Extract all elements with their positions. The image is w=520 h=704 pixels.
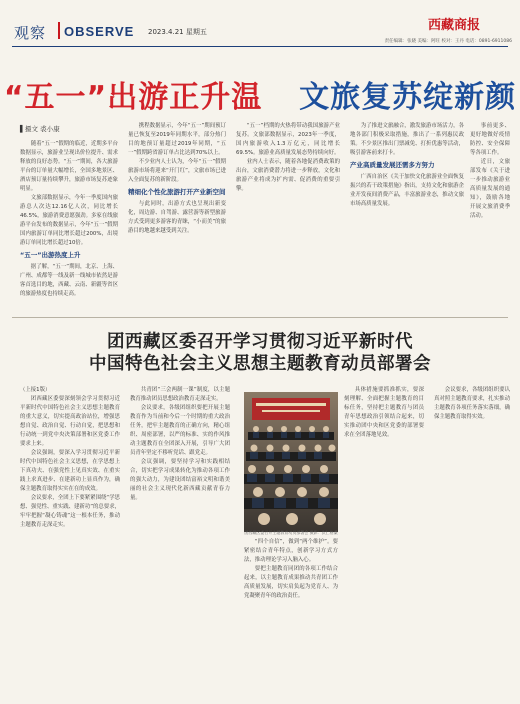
article-separator — [12, 317, 508, 318]
article2-column-1 — [20, 386, 120, 698]
photo-caption: 团西藏区委召开主题教育动员部署会 摄影：次仁格桑 — [244, 530, 338, 535]
paragraph: 文旅部数据显示，今年一季度国内旅游总人次达12.16亿人次，同比增长46.5%，旅游消费意愿强劲。多家在线旅游平台发布的数据显示，今年“五一”假期国内旅游订单同比增长超过200%，出境游订单同比增长超过10倍。 — [20, 195, 118, 246]
paragraph: “五一”档期的火热将带动我国旅游产业复苏。文旅部数据显示，2023年一季度，国内旅游收入1.3万亿元，同比增长69.5%。旅游业高质量发展态势持续向好。 — [236, 123, 340, 156]
paragraph: 共青团“三会两制一课”制度，以主题教育推动团员思想政治教育走深走实。 — [130, 387, 230, 402]
article1-subhead-1: “五一”出游热度上升 — [20, 251, 81, 259]
paragraph: 会议强调，要深入学习贯彻习近平新时代中国特色社会主义思想，在学思想上下真功夫、在强党性上见真实效、在重实践上求真进步、在建新功上显真作为，确保主题教育取得实实在在的成效。 — [20, 450, 120, 492]
paragraph: 业内人士表示，随着各地促消费政策的出台，文旅消费潜力将进一步释放，文化和旅游产业将成为扩内需、促消费的重要引擎。 — [236, 159, 340, 192]
article1-byline: ▌摄文 裘小康 — [20, 125, 60, 133]
section-title-en: OBSERVE — [64, 24, 135, 39]
editor-meta: 责任编辑：张晓 美编：阿旺 校对：王丹 电话：0891-6911086 — [384, 39, 512, 44]
page-header — [0, 0, 520, 58]
newspaper-logo: 西藏商报 — [428, 18, 481, 33]
article1-headline-part1: “五一”出游正升温 — [3, 80, 263, 115]
paragraph: 会议要求，全团上下要紧紧围绕“学思想、强党性、重实践、建新功”的总要求，牢牢把握“凝心铸魂”这一根本任务，推动主题教育走深走实。 — [20, 495, 120, 528]
article1-column-1 — [20, 140, 118, 310]
paragraph: 事前更多、更好地做好疫情防控、安全保障等各项工作。 — [470, 123, 510, 156]
section-divider — [58, 22, 60, 39]
article2-headline-line1: 团西藏区委召开学习贯彻习近平新时代 — [107, 332, 413, 352]
article1-column-5 — [470, 122, 510, 310]
paragraph: 与此同时，出游方式也呈现出新变化，周边游、自驾游、露营游等新型旅游方式受到更多游客的青睐，“小而美”的旅游目的地越来越受到关注。 — [128, 201, 226, 234]
paragraph: 团西藏区委要深刻领会学习贯彻习近平新时代中国特色社会主义思想主题教育的重大意义，切实提高政治站位，增强思想自觉、政治自觉、行动自觉，把思想和行动统一到党中央决策部署和区党委工作要求上来。 — [20, 396, 120, 447]
issue-date: 2023.4.21 星期五 — [148, 28, 207, 36]
article1-column-2 — [128, 122, 226, 310]
article1-subhead-3: 产业高质量发展还需多方努力 — [350, 161, 435, 169]
article2-column-2 — [130, 386, 230, 698]
article1-column-4 — [350, 122, 464, 310]
paragraph: 要把主题教育同团的各项工作结合起来，以主题教育成果推动共青团工作高质量发展，切实肩负起为党育人、为党凝聚青年的政治责任。 — [244, 566, 338, 599]
paragraph: 会议强调，要坚持学习和实践相结合，切实把学习成果转化为推动各项工作的强大动力，为建设团结富裕文明和谐美丽的社会主义现代化新西藏贡献青春力量。 — [130, 459, 230, 501]
section-title: 观察 — [14, 24, 47, 42]
paragraph: 会议要求，各级团组织要把开展主题教育作为当前和今后一个时期的重大政治任务，把牢主题教育的正确方向，精心组织、周密部署，以严的标准、实的作风推动主题教育在全团深入开展，引导广大团员青年坚定不移听党话、跟党走。 — [130, 405, 230, 456]
article2-headline-line2: 中国特色社会主义思想主题教育动员部署会 — [89, 354, 431, 374]
article2-column-3 — [344, 386, 424, 698]
paragraph: 为了推进文旅融合，激发旅游市场活力，各地各部门积极采取措施，推出了一系列惠民政策。不少景区推出门票减免、打折优惠等活动，吸引游客前来打卡。 — [350, 123, 464, 156]
article1-headline-part2: 文旅复苏绽新颜 — [299, 80, 517, 115]
article1-headline — [0, 72, 520, 116]
article1-column-3 — [236, 122, 340, 310]
header-rule — [12, 46, 508, 47]
article1-subhead-2: 精细化个性化旅游打开产业新空间 — [128, 188, 226, 196]
paragraph: “四个自信”，做到“两个维护”。要紧密结合青年特点，创新学习方式方法，推动理论学习入脑入心。 — [244, 539, 338, 563]
source-note: （上接1版） — [20, 387, 51, 393]
paragraph: 具体措施要抓准抓实，要深刻理解、全面把握主题教育的目标任务，坚持把主题教育与团员青年思想政治引领结合起来，切实推动团中央和区党委的部署要求在全团落地见效。 — [344, 387, 424, 438]
meeting-photo — [244, 392, 338, 532]
paragraph: 随着“五一”假期的临近，近期多平台数据显示，旅游业呈现出价位提升、需求释放的良好态势。“五一”期间，各大旅游平台的订单量大幅增长，全国多地景区、酒店预订量持续攀升，旅游市场复苏迹象明显。 — [20, 141, 118, 192]
paragraph: 近日，文旅部发布《关于进一步推动旅游业高质量发展的通知》，鼓励各地开展文旅消费季活动。 — [470, 159, 510, 219]
paragraph: 会议要求，各级团组织要认真对照主题教育要求，扎实推动主题教育各项任务落实落细，确保主题教育取得实效。 — [434, 387, 510, 420]
article2-column-4 — [434, 386, 510, 698]
meeting-photo-graphic — [244, 392, 338, 532]
paragraph: 据了解，“五一”期间，北京、上海、广州、成都等一线及新一线城市依然是游客首选目的地，西藏、云南、新疆等省区的旅游热度也持续走高。 — [20, 264, 118, 297]
paragraph: 不少业内人士认为，今年“五一”假期旅游市场将迎来“开门红”，文旅市场已进入全面复苏的新阶段。 — [128, 159, 226, 183]
paragraph: 携程数据显示，今年“五一”期间预订量已恢复至2019年同期水平，部分热门目的地预订量超过2019年同期，“五一”假期跨省游订单占比达到70%以上。 — [128, 123, 226, 156]
article2-column-photo-below — [244, 538, 338, 698]
paragraph: 广西自治区《关于加快文化旅游业全面恢复振兴的若干政策措施》指出，支持文化和旅游企业开发夜间消费产品，丰富旅游业态，推动文旅市场高质量发展。 — [350, 174, 464, 207]
